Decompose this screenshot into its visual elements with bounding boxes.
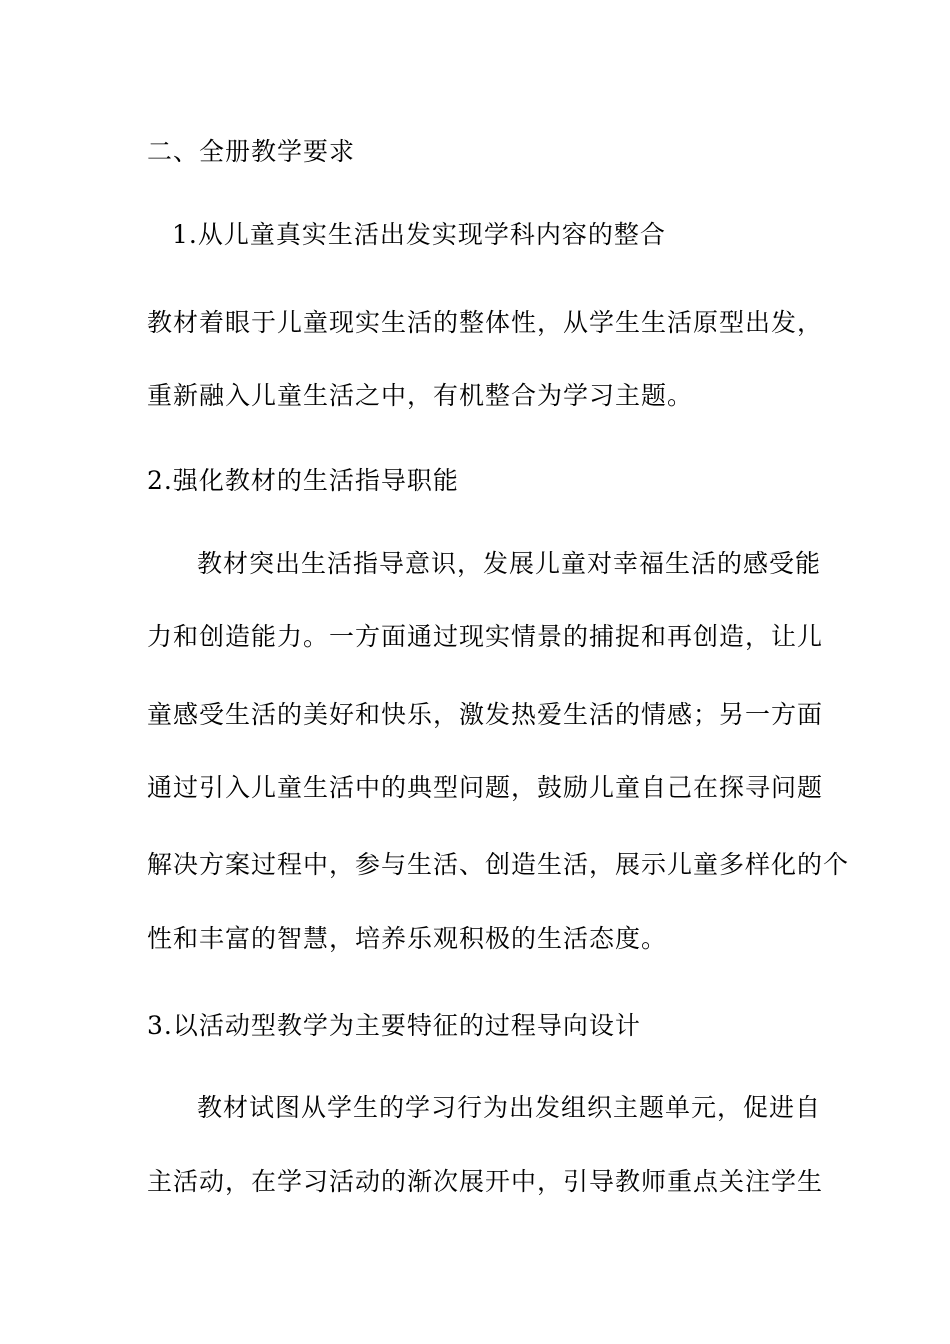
item-1-line-2: 重新融入儿童生活之中，有机整合为学习主题。 — [147, 381, 694, 410]
item-3-heading: 3.以活动型教学为主要特征的过程导向设计 — [147, 1011, 641, 1040]
item-2-line-5: 解决方案过程中，参与生活、创造生活，展示儿童多样化的个 — [147, 850, 850, 879]
item-2-line-6: 性和丰富的智慧，培养乐观积极的生活态度。 — [147, 924, 668, 953]
item-1-line-1: 教材着眼于儿童现实生活的整体性，从学生生活原型出发， — [147, 308, 824, 337]
item-2-line-2: 力和创造能力。一方面通过现实情景的捕捉和再创造，让儿 — [147, 622, 824, 651]
item-2-line-3: 童感受生活的美好和快乐，激发热爱生活的情感；另一方面 — [147, 700, 824, 729]
item-1-heading: 1.从儿童真实生活出发实现学科内容的整合 — [172, 220, 666, 249]
item-2-heading: 2.强化教材的生活指导职能 — [147, 466, 459, 495]
item-2-line-1: 教材突出生活指导意识，发展儿童对幸福生活的感受能 — [197, 549, 822, 578]
item-2-line-4: 通过引入儿童生活中的典型问题，鼓励儿童自己在探寻问题 — [147, 773, 824, 802]
section-heading: 二、全册教学要求 — [147, 137, 356, 166]
item-3-line-2: 主活动，在学习活动的渐次展开中，引导教师重点关注学生 — [147, 1167, 824, 1196]
item-3-line-1: 教材试图从学生的学习行为出发组织主题单元，促进自 — [197, 1093, 822, 1122]
